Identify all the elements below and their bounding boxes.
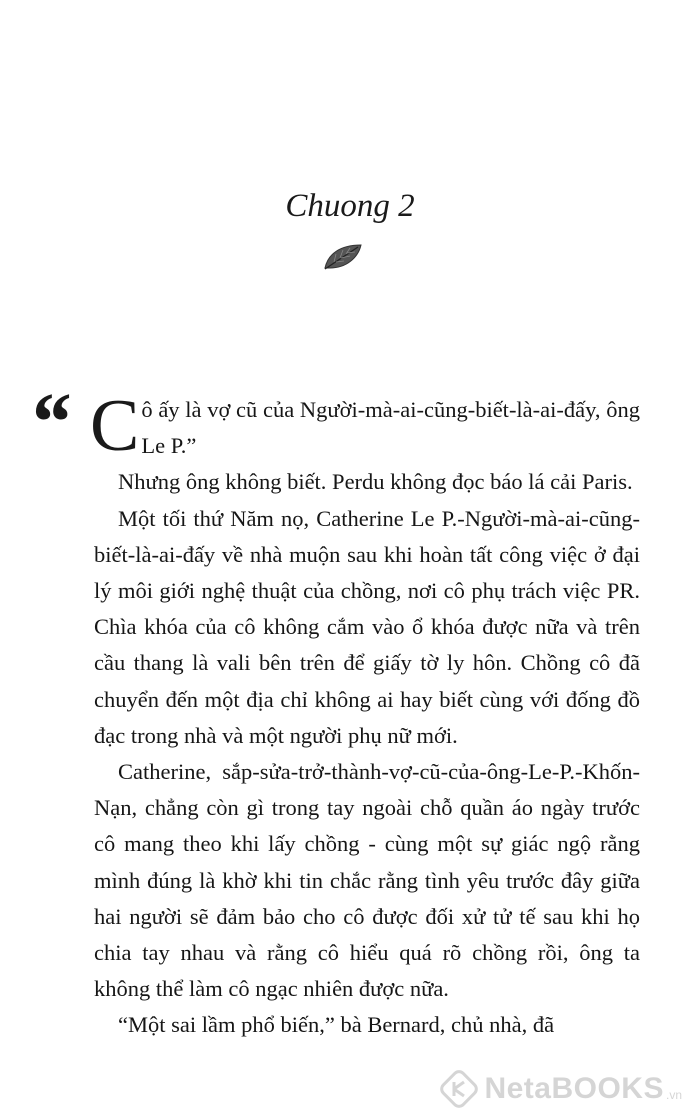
- chapter-body: [28, 376, 640, 1044]
- paragraph-2: Nhưng ông không biết. Perdu không đọc báo lá cải Paris.: [118, 469, 633, 495]
- paragraph-5: “Một sai lầm phổ biến,” bà Bernard, chủ nhà, đã: [118, 1012, 555, 1038]
- chapter-title: Chuong 2: [285, 188, 415, 224]
- paragraph-3: Một tối thứ Năm nọ, Catherine Le P.-Người-mà-ai-cũng-biết-là-ai-đấy về nhà muộn sau khi hoàn tất công việc ở đại lý môi giới nghệ thuật của chồng, nơi cô phụ trách việc PR. Chìa khóa của cô không cắm vào ổ khóa được nữa và trên cầu thang là vali bên trên để giấy tờ ly hôn. Chồng cô đã chuyển đến một địa chỉ không ai hay biết cùng với đống đồ đạc trong nhà và một người phụ nữ mới.: [94, 505, 640, 748]
- drop-cap: C: [90, 385, 140, 467]
- paragraph-1-text: ô ấy là vợ cũ của Người-mà-ai-cũng-biết-là-ai-đấy, ông Le P.”: [141, 397, 640, 459]
- netabooks-logo-icon: [440, 1070, 478, 1108]
- leaf-icon: [322, 242, 364, 272]
- watermark-suffix: .vn: [665, 1088, 682, 1102]
- watermark-text: NetaBOOKS: [484, 1072, 664, 1105]
- watermark: [440, 1070, 682, 1108]
- opening-quote-mark: “: [28, 376, 70, 469]
- paragraph-4: Catherine, sắp-sửa-trở-thành-vợ-cũ-của-ông-Le-P.-Khốn-Nạn, chẳng còn gì trong tay ngoài chỗ quần áo ngày trước cô mang theo khi lấy chồng - cùng một sự giác ngộ rằng mình đúng là khờ khi tin chắc rằng tình yêu trước đây giữa hai người sẽ đảm bảo cho cô được đối xử tử tế sau khi họ chia tay nhau và rằng cô hiểu quá rõ chồng rồi, ông ta không thể làm cô ngạc nhiên được nữa.: [94, 759, 640, 1002]
- paragraph-1: [28, 376, 640, 469]
